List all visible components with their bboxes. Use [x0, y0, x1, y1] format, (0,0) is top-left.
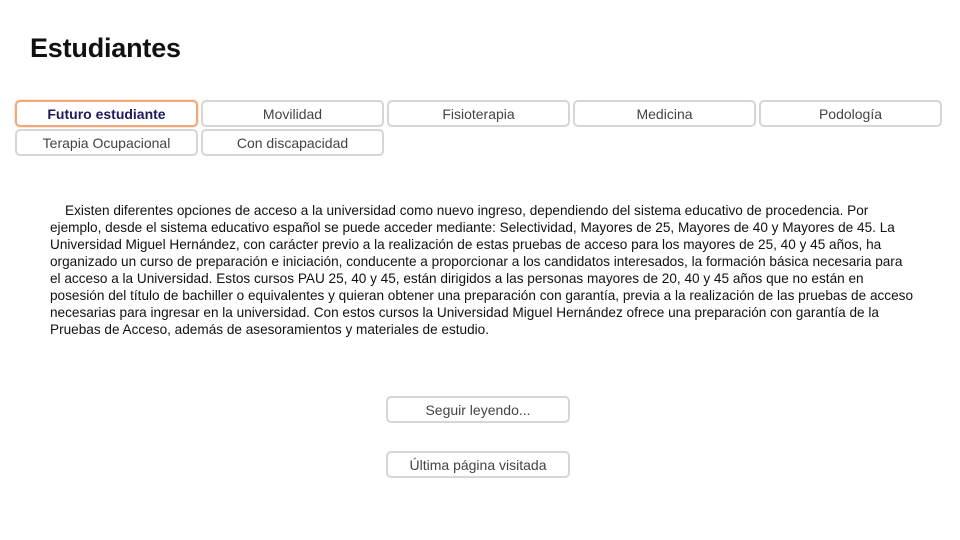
read-more-button[interactable]: Seguir leyendo...	[386, 396, 570, 423]
tab-terapia-ocupacional[interactable]: Terapia Ocupacional	[15, 129, 198, 156]
tab-futuro-estudiante[interactable]: Futuro estudiante	[15, 100, 198, 127]
tab-podologia[interactable]: Podología	[759, 100, 942, 127]
page-title: Estudiantes	[30, 33, 181, 63]
tab-medicina[interactable]: Medicina	[573, 100, 756, 127]
tab-fisioterapia[interactable]: Fisioterapia	[387, 100, 570, 127]
tab-con-discapacidad[interactable]: Con discapacidad	[201, 129, 384, 156]
intro-paragraph: Existen diferentes opciones de acceso a la universidad como nuevo ingreso, dependiendo del sistema educativo de procedencia. Por ejemplo, desde el sistema educativo español se puede acceder mediante: Selectividad, Mayores de 25, Mayores de 40 y Mayores de 45. La Universidad Miguel Hernández, con carácter previo a la realización de estas pruebas de acceso para los mayores de 25, 40 y 45 años, ha organizado un curso de preparación e iniciación, conducente a proporcionar a los candidatos interesados, la formación básica necesaria para el acceso a la Universidad. Estos cursos PAU 25, 40 y 45, están dirigidos a las personas mayores de 20, 40 y 45 años que no están en posesión del título de bachiller o equivalentes y quieran obtener una preparación con garantía, previa a la realización de las pruebas de acceso necesarias para ingresar en la universidad. Con estos cursos la Universidad Miguel Hernández ofrece una preparación con garantía de la Pruebas de Acceso, además de asesoramientos y materiales de estudio.	[50, 203, 914, 337]
category-tabs	[15, 100, 945, 156]
tab-movilidad[interactable]: Movilidad	[201, 100, 384, 127]
last-visited-page-button[interactable]: Última página visitada	[386, 451, 570, 478]
